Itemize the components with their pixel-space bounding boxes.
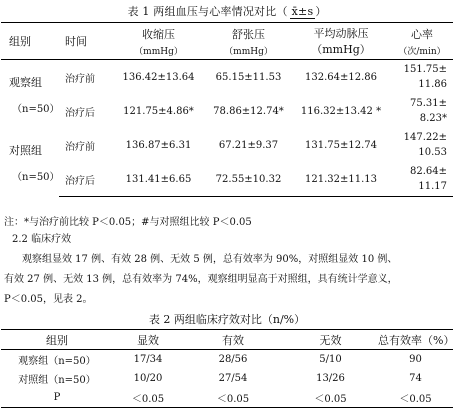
header-dbp — [206, 23, 291, 60]
header-marked: 显效 — [113, 330, 183, 350]
paragraph-line: 有效 27 例、无效 13 例，总有效率为 74%，观察组明显高于对照组，具有统计学意义， — [4, 274, 398, 285]
group-n: （n=50） — [12, 171, 60, 183]
header-map — [291, 23, 391, 60]
effective-cell: ＜0.05 — [183, 388, 283, 408]
header-dbp-unit: （mmHg） — [224, 46, 273, 57]
hr-value: 151.75± — [403, 64, 447, 75]
map-cell: 121.32±11.13 — [291, 162, 391, 197]
table-row — [1, 60, 453, 95]
header-map-label: 平均动脉压（mmHg） — [311, 27, 371, 56]
group-cell: P — [1, 388, 113, 408]
effective-cell: 28/56 — [218, 354, 248, 365]
ineffective-cell: 13/26 — [316, 373, 345, 384]
header-group: 组别 — [1, 23, 59, 60]
blood-pressure-heart-rate-table — [1, 22, 453, 197]
dbp-cell: 65.15±11.53 — [215, 71, 282, 83]
hr-cell — [391, 128, 453, 162]
header-dbp-label: 舒张压 — [232, 27, 265, 41]
group-cell — [1, 128, 59, 197]
total-rate-cell: 74 — [409, 373, 422, 384]
marked-cell: 17/34 — [133, 354, 163, 365]
table2-header-row — [1, 330, 453, 350]
total-rate-cell: ＜0.05 — [378, 388, 453, 408]
table-row — [1, 128, 453, 162]
table-row — [1, 94, 453, 128]
mean-sd-symbol: x̄±s — [291, 5, 314, 18]
group-name: 观察组 — [9, 75, 42, 89]
header-hr-label: 心率 — [411, 27, 433, 41]
hr-value: 75.31± — [409, 98, 447, 109]
paragraph-line: P＜0.05，见表 2。 — [4, 294, 93, 305]
dbp-cell: 67.21±9.37 — [218, 139, 279, 151]
clinical-efficacy-table — [1, 329, 453, 408]
sbp-cell: 121.75±4.86* — [123, 105, 194, 117]
table1-title-text: 表 1 两组血压与心率情况对比（ — [127, 5, 288, 18]
ineffective-cell: ＜0.05 — [283, 388, 378, 408]
group-n: （n=50） — [12, 103, 60, 115]
table-row — [1, 388, 453, 408]
sbp-cell: 131.41±6.65 — [111, 162, 206, 197]
hr-value: 82.64± — [409, 166, 447, 177]
section-heading: 2.2 临床疗效 — [12, 234, 72, 245]
time-cell: 治疗后 — [65, 107, 95, 119]
time-cell: 治疗前 — [65, 73, 95, 85]
table2-title: 表 2 两组临床疗效对比（n/%） — [148, 313, 306, 326]
hr-cell — [391, 162, 453, 197]
table1-title — [0, 3, 454, 19]
ineffective-cell: 5/10 — [319, 354, 342, 365]
group-name: 对照组 — [9, 143, 42, 157]
hr-sd: 8.23* — [419, 113, 447, 124]
header-hr-unit: （次/min） — [398, 46, 446, 57]
marked-cell: ＜0.05 — [113, 388, 183, 408]
table1-footnote: 注：*与治疗前比较 P＜0.05；#与对照组比较 P＜0.05 — [4, 217, 252, 228]
header-group: 组别 — [1, 330, 113, 350]
map-cell: 116.32±13.42 * — [300, 105, 382, 117]
header-total-rate: 总有效率（%） — [378, 330, 453, 350]
header-ineffective: 无效 — [283, 330, 378, 350]
hr-sd: 11.17 — [418, 181, 447, 192]
header-sbp-label: 收缩压 — [142, 27, 175, 41]
dbp-cell: 78.86±12.74* — [213, 105, 284, 117]
group-cell: 对照组（n=50） — [18, 375, 96, 386]
paragraph-line: 观察组显效 17 例、有效 28 例、无效 5 例，总有效率为 90%，对照组显效 10 例、 — [22, 254, 398, 265]
hr-sd: 11.86 — [418, 79, 447, 90]
hr-value: 147.22± — [403, 132, 447, 143]
table1-header-row — [1, 23, 453, 60]
header-hr — [391, 23, 453, 60]
total-rate-cell: 90 — [409, 354, 422, 365]
time-cell: 治疗前 — [65, 141, 95, 153]
hr-sd: 10.53 — [418, 147, 447, 158]
header-sbp — [111, 23, 206, 60]
header-effective: 有效 — [183, 330, 283, 350]
hr-cell — [391, 94, 453, 128]
map-cell: 132.64±12.86 — [305, 71, 377, 83]
map-cell: 131.75±12.74 — [305, 139, 377, 151]
sbp-cell: 136.42±13.64 — [122, 71, 195, 83]
marked-cell: 10/20 — [133, 373, 163, 384]
sbp-cell: 136.87±6.31 — [125, 139, 192, 151]
group-cell — [1, 60, 59, 129]
table-row — [1, 350, 453, 370]
table-row — [1, 369, 453, 388]
table-row — [1, 162, 453, 197]
table1-title-close: ） — [315, 5, 327, 18]
effective-cell: 27/54 — [218, 373, 248, 384]
dbp-cell: 72.55±10.32 — [206, 162, 291, 197]
header-time: 时间 — [59, 23, 111, 60]
time-cell: 治疗后 — [59, 162, 111, 197]
hr-cell — [391, 60, 453, 95]
header-sbp-unit: （mmHg） — [134, 46, 183, 57]
group-cell: 观察组（n=50） — [18, 356, 96, 367]
